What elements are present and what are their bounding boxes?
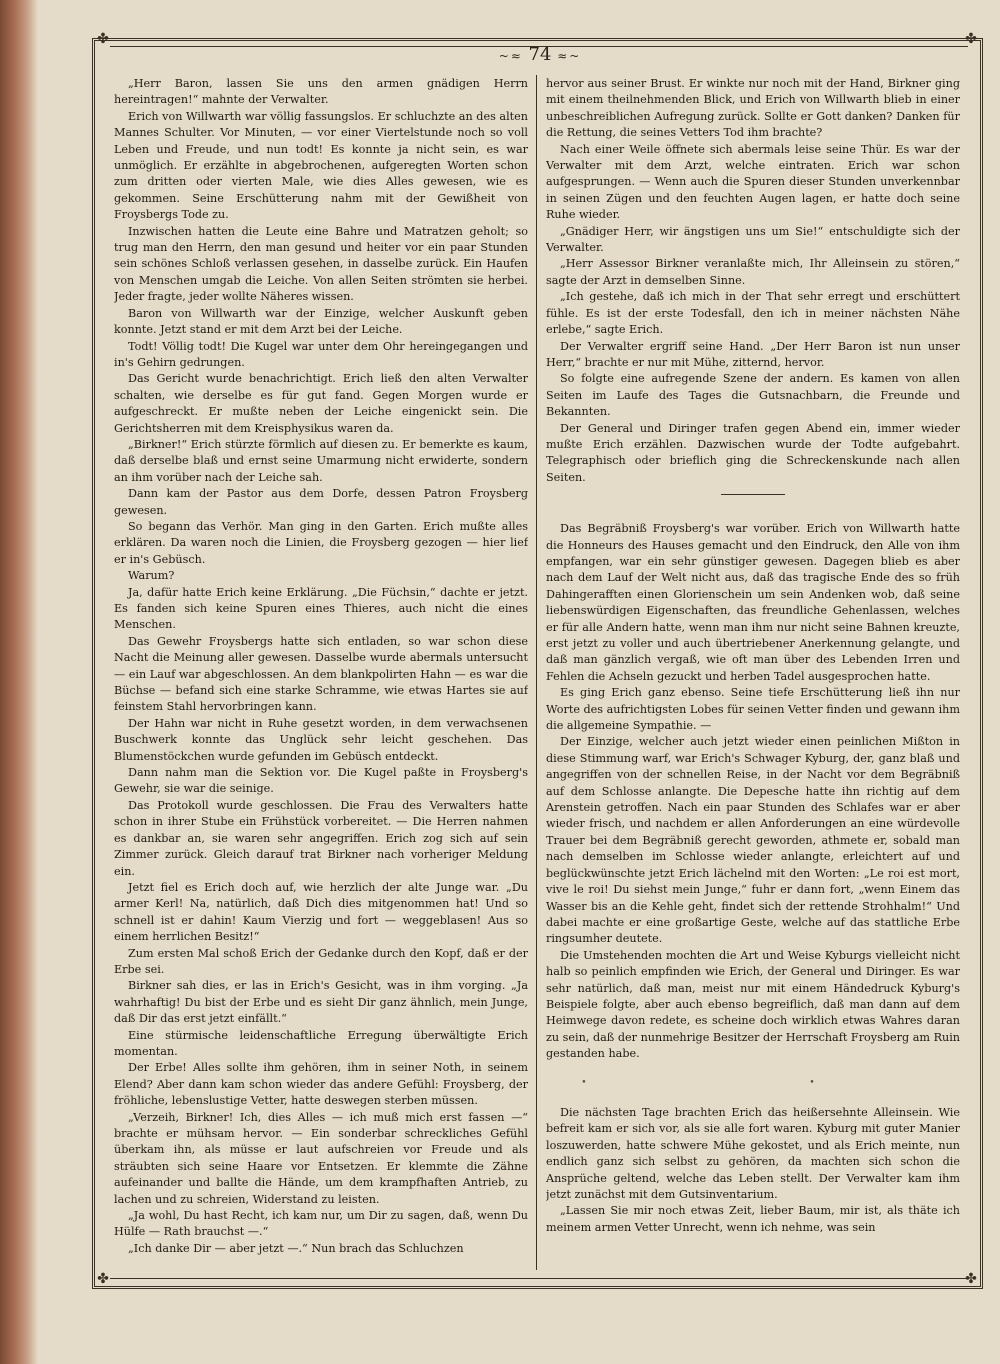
- paragraph: „Lassen Sie mir noch etwas Zeit, lieber Baum, mir ist, als thäte ich meinem armen Vetter Unrecht, wenn ich nehme, was sein: [546, 1204, 960, 1234]
- paragraph: Der Einzige, welcher auch jetzt wieder einen peinlichen Mißton in diese Stimmung warf, war Erich's Schwager Kyburg, der, ganz blaß und angegriffen von der schnellen Reise, in der Nacht vor dem Begräbniß auf dem Schlosse anlangte. Die Depesche hatte ihn richtig auf dem Arenstein getroffen. Nach ein paar Stunden des Schlafes war er aber wieder frisch, und nachdem er allen Anforderungen an eine würdevolle Trauer bei dem Begräbniß gerecht geworden, athmete er, sobald man nach demselben im Schlosse wieder anlangte, erleichtert auf und beglückwünschte jetzt Erich lächelnd mit den Worten: „Le roi est mort, vive le roi! Du siehst mein Junge,“ fuhr er dann fort, „wenn Einem das Wasser bis an die Kehle geht, findet sich der rettende Strohhalm!“ Und dabei machte er eine großartige Geste, welche auf das stattliche Erbe ringsumher deutete.: [546, 735, 960, 946]
- paragraph: Dann kam der Pastor aus dem Dorfe, dessen Patron Froysberg gewesen.: [114, 487, 528, 517]
- paragraph: Nach einer Weile öffnete sich abermals leise seine Thür. Es war der Verwalter mit dem Arzt, welche eintraten. Erich war schon aufgesprungen. — Wenn auch die Spuren dieser Stunden unverkennbar in seinen Zügen und den feuchten Augen lagen, er hatte doch seine Ruhe wieder.: [546, 142, 960, 222]
- paragraph: Warum?: [128, 569, 175, 583]
- section-separator-rule: [721, 494, 785, 495]
- paragraph: Zum ersten Mal schoß Erich der Gedanke durch den Kopf, daß er der Erbe sei.: [114, 946, 528, 976]
- paragraph: Der Hahn war nicht in Ruhe gesetzt worden, in dem verwachsenen Buschwerk konnte das Unglück sehr leicht geschehen. Das Blumenstöckchen wurde gefunden im Gebüsch entdeckt.: [114, 716, 528, 763]
- paragraph: Der General und Diringer trafen gegen Abend ein, immer wieder mußte Erich erzählen. Dazwischen wurde der Todte aufgebahrt. Telegraphisch oder brieflich ging die Schreckenskunde nach allen Seiten.: [546, 421, 960, 484]
- paragraph: Erich von Willwarth war völlig fassungslos. Er schluchzte an des alten Mannes Schulter. Vor Minuten, — vor einer Viertelstunde noch so voll Leben und Freude, und nun todt! Es konnte ja nicht sein, es war unmöglich. Er erzählte in abgebrochenen, aufgeregten Worten schon zum dritten oder vierten Male, wie dies Alles gewesen, wie es gekommen. Seine Erschütterung nahm mit der Gewißheit von Froysbergs Tode zu.: [114, 109, 528, 222]
- paragraph: Der Verwalter ergriff seine Hand. „Der Herr Baron ist nun unser Herr,“ brachte er nur mit Mühe, zitternd, hervor.: [546, 339, 960, 369]
- left-column: [114, 76, 528, 1276]
- corner-ornament-bottom-left: ✤: [97, 1271, 109, 1287]
- paragraph: Jetzt fiel es Erich doch auf, wie herzlich der alte Junge war. „Du armer Kerl! Na, natürlich, daß Dich dies mitgenommen hat! Und so schnell ist er dahin! Kaum Vierzig und fort — weggeblasen! Aus so einem herrlichen Besitz!“: [114, 880, 528, 944]
- paragraph: Das Gericht wurde benachrichtigt. Erich ließ den alten Verwalter schalten, wie derselbe es für gut fand. Gegen Morgen wurde er aufgeschreckt. Er mußte neben der Leiche eingenickt sein. Die Gerichtsherren mit dem Kreisphysikus waren da.: [114, 372, 528, 435]
- paragraph: „Ich danke Dir — aber jetzt —.“ Nun brach das Schluchzen: [128, 1241, 464, 1255]
- paragraph: Todt! Völlig todt! Die Kugel war unter dem Ohr hereingegangen und in's Gehirn gedrungen.: [114, 339, 528, 369]
- paragraph: Es ging Erich ganz ebenso. Seine tiefe Erschütterung ließ ihn nur Worte des aufrichtigsten Lobes für seinen Vetter finden und gewann ihm die allgemeine Sympathie. —: [546, 686, 960, 733]
- paragraph: Baron von Willwarth war der Einzige, welcher Auskunft geben konnte. Jetzt stand er mit dem Arzt bei der Leiche.: [114, 306, 528, 337]
- paragraph: Birkner sah dies, er las in Erich's Gesicht, was in ihm vorging. „Ja wahrhaftig! Du bist der Erbe und es sieht Dir ganz ähnlich, mein Junge, daß Dir das erst jetzt einfällt.“: [114, 979, 528, 1026]
- paragraph: „Herr Baron, lassen Sie uns den armen gnädigen Herrn hereintragen!“ mahnte der Verwalter.: [114, 77, 528, 107]
- paragraph: Ja, dafür hatte Erich keine Erklärung. „Die Füchsin,“ dachte er jetzt. Es fanden sich keine Spuren eines Thieres, auch nicht die eines Menschen.: [114, 585, 528, 632]
- paragraph: Dann nahm man die Sektion vor. Die Kugel paßte in Froysberg's Gewehr, sie war die seinige.: [114, 766, 528, 796]
- paragraph: „Birkner!“ Erich stürzte förmlich auf diesen zu. Er bemerkte es kaum, daß derselbe blaß und ernst seine Umarmung nicht erwiderte, sondern an ihm vorüber nach der Leiche sah.: [114, 437, 528, 484]
- paragraph: „Ja wohl, Du hast Recht, ich kam nur, um Dir zu sagen, daß, wenn Du Hülfe — Rath brauchst —.“: [114, 1209, 528, 1239]
- corner-ornament-top-right: ✤: [965, 31, 977, 47]
- paragraph: „Gnädiger Herr, wir ängstigen uns um Sie!“ entschuldigte sich der Verwalter.: [546, 224, 960, 255]
- paragraph: „Verzeih, Birkner! Ich, dies Alles — ich muß mich erst fassen —“ brachte er mühsam hervor. — Ein sonderbar schreckliches Gefühl überkam ihn, als müsse er laut aufschreien vor Freude und als sträubten sich seine Haare vor Entsetzen. Er klemmte die Zähne aufeinander und ballte die Hände, um dem krampfhaften Antrieb, zu lachen und zu schreien, Widerstand zu leisten.: [114, 1110, 528, 1206]
- page-number-text: 74: [528, 44, 552, 65]
- page-number: [480, 44, 600, 65]
- column-divider: [536, 75, 537, 1270]
- corner-ornament-top-left: ✤: [97, 31, 109, 47]
- paragraph: Das Begräbniß Froysberg's war vorüber. Erich von Willwarth hatte die Honneurs des Hauses gemacht und den Eindruck, den Alle von ihm empfangen, war ein sehr günstiger gewesen. Dagegen blieb es aber nach dem Lauf der Welt nicht aus, daß das tragische Ende des so früh Dahingerafften einen Glorienschein um sein Andenken wob, daß seine liebenswürdigen Eigenschaften, das freundliche Gehenlassen, welches er für alle Andern hatte, wenn man ihm nur nicht seine Bahnen kreuzte, erst jetzt zu voller und auch übertriebener Anerkennung gelangte, und daß man gänzlich vergaß, wie oft man über des Lebenden Irren und Fehlen die Achseln gezuckt und herben Tadel ausgesprochen hatte.: [546, 522, 960, 683]
- paragraph: Der Erbe! Alles sollte ihm gehören, ihm in seiner Noth, in seinem Elend? Aber dann kam schon wieder das andere Gefühl: Froysberg, der fröhliche, lebenslustige Vetter, hatte deswegen sterben müssen.: [114, 1061, 528, 1108]
- footer-rule: [110, 1278, 968, 1279]
- paragraph: Die nächsten Tage brachten Erich das heißersehnte Alleinsein. Wie befreit kam er sich vor, als sie alle fort waren. Kyburg mit guter Manier loszuwerden, hatte schwere Mühe gekostet, und als Erich meinte, nun endlich ganz sich selbst zu gehören, da machten sich schon die Ansprüche geltend, welche das Leben stellt. Der Verwalter kam ihm jetzt zunächst mit dem Gutsinventarium.: [546, 1105, 960, 1201]
- paragraph: Eine stürmische leidenschaftliche Erregung überwältigte Erich momentan.: [114, 1028, 528, 1058]
- paragraph: So begann das Verhör. Man ging in den Garten. Erich mußte alles erklären. Da waren noch die Linien, die Froysberg gezogen — hier lief er in's Gebüsch.: [114, 519, 528, 566]
- paragraph: Die Umstehenden mochten die Art und Weise Kyburgs vielleicht nicht halb so peinlich empfinden wie Erich, der General und Diringer. Es war sehr natürlich, daß man, meist nur mit einem Händedruck Kyburg's Beispiele folgte, aber auch ebenso begreiflich, daß man dann auf dem Heimwege davon redete, es scheine doch wirklich etwas Wahres daran zu sein, daß der nunmehrige Besitzer der Herrschaft Froysberg am Ruin gestanden habe.: [546, 948, 960, 1061]
- right-column: [546, 76, 960, 1276]
- paragraph: hervor aus seiner Brust. Er winkte nur noch mit der Hand, Birkner ging mit einem theilnehmenden Blick, und Erich von Willwarth blieb in einer unbeschreiblichen Aufregung zurück. Sollte er Gott danken? Danken für die Rettung, die seines Vetters Tod ihm brachte?: [546, 77, 960, 140]
- section-separator-dots: • •: [581, 1077, 925, 1088]
- paragraph: „Herr Assessor Birkner veranlaßte mich, Ihr Alleinsein zu stören,“ sagte der Arzt in demselben Sinne.: [546, 257, 960, 287]
- paragraph: Das Protokoll wurde geschlossen. Die Frau des Verwalters hatte schon in ihrer Stube ein Frühstück vorbereitet. — Die Herren nahmen es dankbar an, sie waren sehr angegriffen. Erich zog sich auf sein Zimmer zurück. Gleich darauf trat Birkner nach vorheriger Meldung ein.: [114, 798, 528, 878]
- paragraph: Inzwischen hatten die Leute eine Bahre und Matratzen geholt; so trug man den Herrn, den man gesund und heiter vor ein paar Stunden sein schönes Schloß verlassen gesehen, in dasselbe zurück. Ein Haufen von Menschen umgab die Leiche. Von allen Seiten strömten sie herbei. Jeder fragte, jeder wollte Näheres wissen.: [114, 224, 528, 304]
- book-spine: [0, 0, 38, 1364]
- corner-ornament-bottom-right: ✤: [965, 1271, 977, 1287]
- paragraph: „Ich gestehe, daß ich mich in der That sehr erregt und erschüttert fühle. Es ist der erste Todesfall, den ich in meiner nächsten Nähe erlebe,“ sagte Erich.: [546, 290, 960, 337]
- paragraph: So folgte eine aufregende Szene der andern. Es kamen von allen Seiten im Laufe des Tages die Gutsnachbarn, die Freunde und Bekannten.: [546, 372, 960, 419]
- paragraph: Das Gewehr Froysbergs hatte sich entladen, so war schon diese Nacht die Meinung aller gewesen. Dasselbe wurde abermals untersucht — ein Lauf war abgeschlossen. An dem blankpolirten Hahn — es war die Büchse — befand sich eine starke Schramme, wie etwas Hartes sie auf feinstem Stahl hervorbringen kann.: [114, 634, 528, 714]
- ornament-left: ~≈: [498, 49, 523, 63]
- ornament-right: ≈~: [557, 49, 582, 63]
